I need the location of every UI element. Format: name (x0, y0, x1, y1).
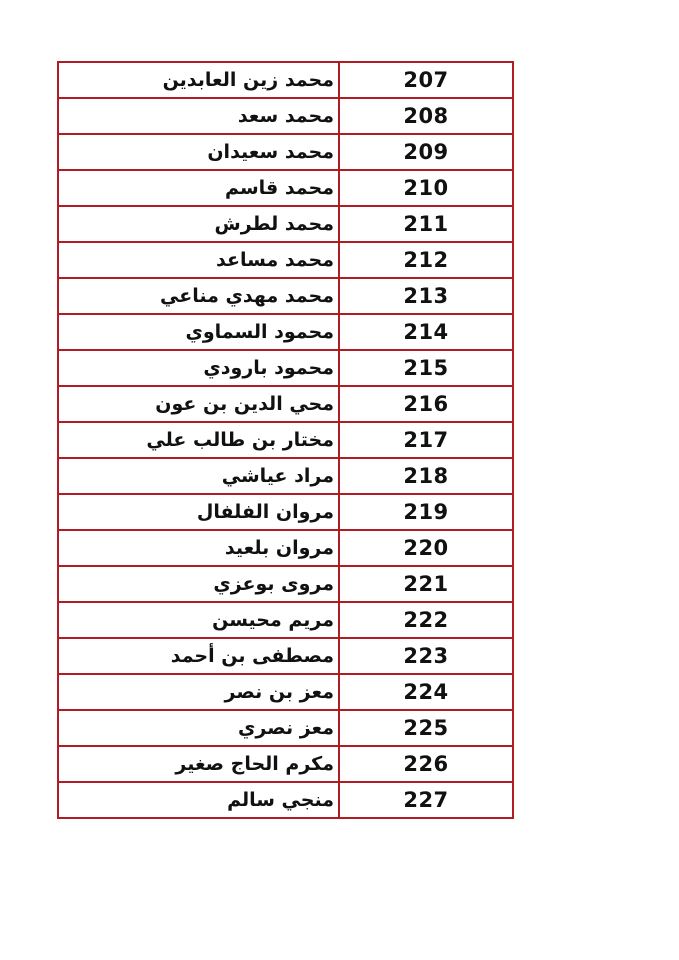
table-row (58, 386, 513, 422)
table-row (58, 242, 513, 278)
name-cell: محمد مهدي مناعي (58, 278, 339, 314)
table-row (58, 638, 513, 674)
number-cell: 216 (339, 386, 513, 422)
name-cell: محمد سعد (58, 98, 339, 134)
name-cell: مصطفى بن أحمد (58, 638, 339, 674)
number-cell: 227 (339, 782, 513, 818)
name-cell: معز نصري (58, 710, 339, 746)
name-cell: معز بن نصر (58, 674, 339, 710)
number-cell: 208 (339, 98, 513, 134)
number-cell: 215 (339, 350, 513, 386)
number-cell: 209 (339, 134, 513, 170)
name-cell: محمد سعيدان (58, 134, 339, 170)
name-cell: محمد لطرش (58, 206, 339, 242)
name-cell: مريم محيسن (58, 602, 339, 638)
table-body (58, 62, 513, 818)
name-cell: محمود السماوي (58, 314, 339, 350)
table-row (58, 602, 513, 638)
name-cell: مروان الفلفال (58, 494, 339, 530)
number-cell: 222 (339, 602, 513, 638)
number-cell: 218 (339, 458, 513, 494)
table-row (58, 62, 513, 98)
name-cell: مروان بلعيد (58, 530, 339, 566)
number-cell: 210 (339, 170, 513, 206)
name-cell: مراد عياشي (58, 458, 339, 494)
name-cell: محمد مساعد (58, 242, 339, 278)
number-cell: 212 (339, 242, 513, 278)
table-row (58, 350, 513, 386)
names-table (57, 61, 514, 819)
table-row (58, 566, 513, 602)
table-row (58, 710, 513, 746)
number-cell: 207 (339, 62, 513, 98)
table-row (58, 494, 513, 530)
table-row (58, 134, 513, 170)
name-cell: محي الدين بن عون (58, 386, 339, 422)
number-cell: 217 (339, 422, 513, 458)
name-cell: مكرم الحاج صغير (58, 746, 339, 782)
number-cell: 219 (339, 494, 513, 530)
number-cell: 211 (339, 206, 513, 242)
table-row (58, 314, 513, 350)
table-row (58, 530, 513, 566)
number-cell: 223 (339, 638, 513, 674)
number-cell: 226 (339, 746, 513, 782)
number-cell: 225 (339, 710, 513, 746)
name-cell: محمود بارودي (58, 350, 339, 386)
name-cell: مختار بن طالب علي (58, 422, 339, 458)
number-cell: 214 (339, 314, 513, 350)
table-row (58, 782, 513, 818)
table-row (58, 422, 513, 458)
table-row (58, 206, 513, 242)
table-row (58, 98, 513, 134)
table-row (58, 278, 513, 314)
name-cell: محمد قاسم (58, 170, 339, 206)
table-row (58, 674, 513, 710)
table-row (58, 746, 513, 782)
number-cell: 224 (339, 674, 513, 710)
number-cell: 221 (339, 566, 513, 602)
table-row (58, 170, 513, 206)
number-cell: 220 (339, 530, 513, 566)
name-cell: منجي سالم (58, 782, 339, 818)
name-cell: محمد زين العابدين (58, 62, 339, 98)
table-row (58, 458, 513, 494)
name-cell: مروى بوعزي (58, 566, 339, 602)
number-cell: 213 (339, 278, 513, 314)
